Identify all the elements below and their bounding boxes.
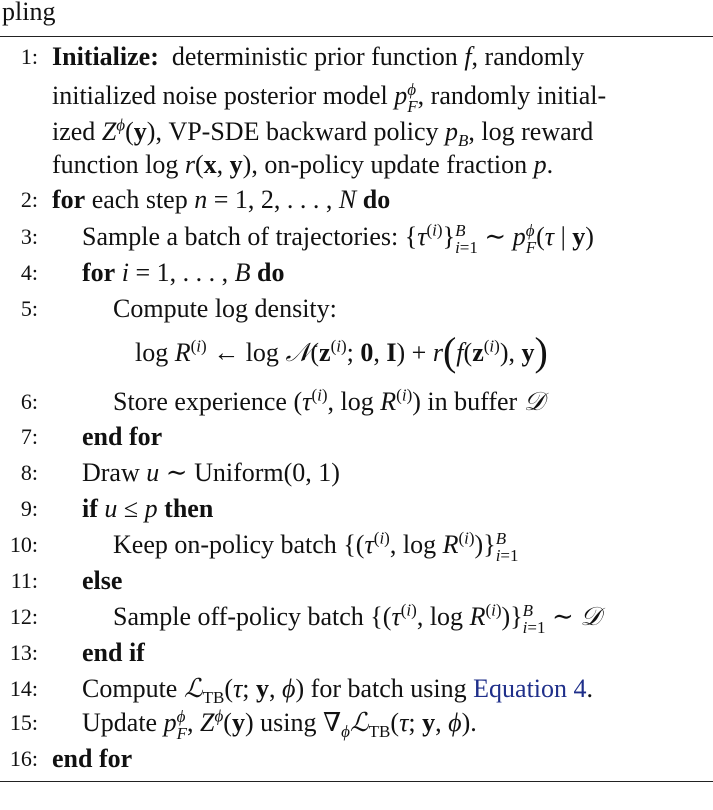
keyword-end-for: end for — [52, 744, 133, 773]
line-number: 6: — [20, 389, 38, 414]
step-text: function log — [52, 150, 179, 179]
step-text: , on-policy update fraction — [251, 150, 528, 179]
line-number: 15: — [9, 710, 38, 735]
line-number: 2: — [20, 187, 38, 212]
step-text: in buffer — [427, 387, 518, 416]
keyword-then: then — [164, 494, 214, 523]
keyword-end-if: end if — [82, 638, 145, 667]
step-text: Uniform(0, 1) — [194, 458, 340, 487]
line-number: 1: — [20, 44, 38, 69]
step-text: Update — [82, 708, 158, 737]
step-text: Compute — [82, 674, 178, 703]
keyword-do: do — [257, 258, 285, 287]
step-text: Sample a batch of trajectories: — [82, 222, 399, 251]
line-number: 8: — [20, 460, 38, 485]
top-rule — [0, 36, 713, 37]
step-text: , randomly initial- — [417, 81, 607, 110]
step-text: deterministic prior function — [171, 42, 458, 71]
header-fragment: pling — [2, 0, 56, 26]
equation-4-link[interactable]: Equation 4 — [473, 674, 587, 703]
keyword-for: for — [52, 185, 86, 214]
line-number: 5: — [20, 296, 38, 321]
bottom-rule — [0, 781, 713, 782]
step-text: Keep on-policy batch — [113, 530, 337, 559]
line-number: 7: — [20, 424, 38, 449]
step-text: Draw — [82, 458, 140, 487]
step-text: ized — [52, 117, 96, 146]
line-number: 9: — [20, 496, 38, 521]
step-text: , randomly — [471, 42, 585, 71]
step-text: Sample off-policy batch — [113, 602, 364, 631]
keyword-else: else — [82, 566, 123, 595]
step-text: , log reward — [468, 117, 594, 146]
line-number: 16: — [9, 746, 38, 771]
line-number: 11: — [10, 568, 38, 593]
keyword-do: do — [362, 185, 391, 214]
step-text: for batch using — [310, 674, 467, 703]
step-text: using — [260, 708, 317, 737]
step-text: each step — [91, 185, 188, 214]
line-number: 12: — [9, 604, 38, 629]
keyword-for: for — [82, 258, 116, 287]
line-number: 10: — [9, 532, 38, 557]
step-text: , VP-SDE backward policy — [155, 117, 439, 146]
keyword-if: if — [82, 494, 98, 523]
line-number: 13: — [9, 640, 38, 665]
line-number: 14: — [9, 676, 38, 701]
step-text: initialized noise posterior model — [52, 81, 388, 110]
keyword-initialize: Initialize: — [52, 42, 159, 71]
keyword-end-for: end for — [82, 422, 163, 451]
line-number: 4: — [20, 260, 38, 285]
step-text: Compute log density: — [113, 294, 337, 323]
step-text: Store experience — [113, 387, 287, 416]
line-number: 3: — [20, 224, 38, 249]
